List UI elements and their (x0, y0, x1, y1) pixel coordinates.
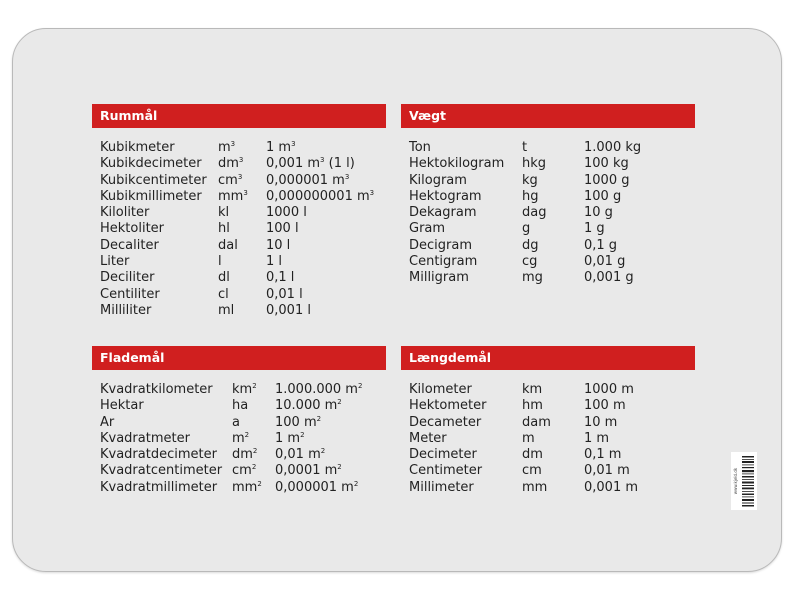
unit-value: 0,01 g (584, 254, 626, 270)
table-row (401, 431, 695, 447)
unit-symbol: kg (522, 172, 538, 188)
unit-name: Kubikmeter (100, 140, 175, 155)
unit-value: 0,000001 $m^2$ (275, 479, 359, 495)
unit-value: 10 m (584, 414, 618, 430)
unit-symbol: g (522, 221, 531, 237)
table-row (92, 205, 386, 221)
unit-value: 0,001 g (584, 270, 634, 286)
unit-value: 100 kg (584, 156, 629, 172)
unit-symbol: cl (218, 286, 229, 302)
unit-name: Milligram (409, 270, 469, 286)
unit-name: Dekagram (409, 205, 477, 221)
unit-symbol: $cm^2$ (232, 463, 257, 479)
table-row (92, 140, 386, 156)
unit-symbol: dg (522, 237, 539, 253)
unit-name: Kubikdecimeter (100, 156, 202, 172)
table-row (92, 173, 386, 189)
unit-value: 0,0001 $m^2$ (275, 463, 342, 479)
unit-symbol: hl (218, 221, 230, 237)
unit-name: Decimeter (409, 447, 477, 463)
unit-value: 0,1 m (584, 447, 622, 463)
unit-symbol: mg (522, 270, 543, 286)
unit-value: 1 l (266, 254, 283, 270)
table-row (401, 480, 695, 496)
section-vaegt (401, 104, 695, 287)
table-row (92, 254, 386, 270)
table-row (401, 221, 695, 237)
unit-value: 0,000001 $m^3$ (266, 172, 350, 188)
unit-value: 0,1 g (584, 237, 618, 253)
unit-name: Liter (100, 254, 130, 270)
unit-symbol: $km^2$ (232, 382, 257, 397)
unit-symbol: km (522, 382, 543, 397)
unit-symbol: dam (522, 414, 551, 430)
table-row (92, 303, 386, 319)
table-row (92, 480, 386, 496)
unit-symbol: dm (522, 447, 543, 463)
unit-name: Milliliter (100, 302, 152, 318)
unit-value: 0,001 m (584, 479, 639, 495)
table-row (401, 140, 695, 156)
unit-value: 100 $m^2$ (275, 414, 322, 430)
section-flademal (92, 346, 386, 496)
unit-name: Hektoliter (100, 221, 165, 237)
unit-value: 10 g (584, 205, 613, 221)
table-row (401, 447, 695, 463)
unit-name: Centimeter (409, 463, 483, 479)
unit-name: Millimeter (409, 479, 474, 495)
unit-symbol: $mm^2$ (232, 479, 262, 495)
unit-value: 0,01 l (266, 286, 303, 302)
unit-table (92, 382, 386, 496)
unit-name: Hektogram (409, 188, 482, 204)
unit-symbol: t (522, 140, 528, 155)
unit-name: Kilometer (409, 382, 472, 397)
table-row (92, 221, 386, 237)
unit-name: Kubikcentimeter (100, 172, 207, 188)
table-row (401, 382, 695, 398)
unit-symbol: hm (522, 398, 543, 414)
unit-value: 1.000 kg (584, 140, 642, 155)
unit-name: Centiliter (100, 286, 160, 302)
table-row (401, 173, 695, 189)
barcode-icon (731, 452, 757, 510)
unit-symbol: $dm^3$ (218, 156, 244, 172)
table-row (92, 431, 386, 447)
unit-value: 1.000.000 $m^2$ (275, 382, 363, 397)
table-row (401, 205, 695, 221)
unit-symbol: dl (218, 270, 230, 286)
table-row (92, 287, 386, 303)
unit-table (401, 140, 695, 287)
unit-name: Ar (100, 414, 115, 430)
section-rummal (92, 104, 386, 319)
table-row (92, 447, 386, 463)
unit-name: Kubikmillimeter (100, 188, 202, 204)
unit-name: Kilogram (409, 172, 467, 188)
unit-symbol: mm (522, 479, 548, 495)
unit-symbol: cm (522, 463, 542, 479)
unit-name: Deciliter (100, 270, 155, 286)
unit-value: 1000 g (584, 172, 630, 188)
unit-value: 0,000000001 $m^3$ (266, 188, 375, 204)
unit-symbol: $cm^3$ (218, 172, 243, 188)
unit-value: 0,01 $m^2$ (275, 447, 326, 463)
section-laengdemal (401, 346, 695, 496)
unit-value: 10.000 $m^2$ (275, 398, 342, 414)
unit-symbol: ml (218, 302, 235, 318)
barcode-text: www.kjeld.dk (733, 467, 738, 495)
table-row (92, 463, 386, 479)
unit-symbol: $m^2$ (232, 430, 250, 446)
unit-value: 0,01 m (584, 463, 630, 479)
table-row (92, 156, 386, 172)
unit-symbol: cg (522, 254, 538, 270)
unit-value: 1 g (584, 221, 605, 237)
unit-symbol: $dm^2$ (232, 447, 258, 463)
table-row (92, 382, 386, 398)
unit-value: 1 m (584, 430, 610, 446)
unit-table (92, 140, 386, 319)
unit-value: 1000 l (266, 205, 307, 221)
unit-symbol: a (232, 414, 240, 430)
unit-name: Kvadratdecimeter (100, 447, 217, 463)
section-title: Vægt (401, 104, 695, 128)
unit-value: 0,1 l (266, 270, 295, 286)
unit-name: Decaliter (100, 237, 159, 253)
table-row (401, 463, 695, 479)
unit-name: Kiloliter (100, 205, 150, 221)
unit-value: 100 g (584, 188, 622, 204)
unit-name: Kvadratmillimeter (100, 479, 218, 495)
unit-symbol: kl (218, 205, 230, 221)
unit-name: Hektar (100, 398, 144, 414)
unit-name: Meter (409, 430, 447, 446)
unit-name: Hektometer (409, 398, 487, 414)
unit-symbol: l (218, 254, 222, 270)
unit-name: Hektokilogram (409, 156, 505, 172)
table-row (401, 398, 695, 414)
table-row (92, 415, 386, 431)
unit-value: 0,001 $m^3$ (1 l) (266, 156, 355, 172)
unit-name: Centigram (409, 254, 478, 270)
unit-value: 10 l (266, 237, 291, 253)
section-title: Flademål (92, 346, 386, 370)
unit-symbol: $mm^3$ (218, 188, 248, 204)
table-row (401, 238, 695, 254)
unit-name: Decigram (409, 237, 472, 253)
table-row (92, 270, 386, 286)
table-row (401, 254, 695, 270)
table-row (401, 270, 695, 286)
unit-symbol: ha (232, 398, 249, 414)
table-row (401, 415, 695, 431)
unit-name: Gram (409, 221, 446, 237)
unit-name: Ton (409, 140, 431, 155)
unit-value: 1 $m^3$ (266, 140, 296, 155)
section-title: Rummål (92, 104, 386, 128)
unit-value: 1 $m^2$ (275, 430, 305, 446)
unit-symbol: hkg (522, 156, 547, 172)
unit-symbol: hg (522, 188, 539, 204)
table-row (401, 156, 695, 172)
table-row (92, 189, 386, 205)
unit-symbol: dal (218, 237, 238, 253)
unit-value: 100 l (266, 221, 299, 237)
unit-name: Kvadratkilometer (100, 382, 213, 397)
section-title: Længdemål (401, 346, 695, 370)
unit-table (401, 382, 695, 496)
table-row (401, 189, 695, 205)
table-row (92, 238, 386, 254)
unit-name: Decameter (409, 414, 482, 430)
unit-value: 1000 m (584, 382, 634, 397)
unit-symbol: m (522, 430, 535, 446)
unit-name: Kvadratmeter (100, 430, 190, 446)
unit-symbol: $m^3$ (218, 140, 236, 155)
unit-name: Kvadratcentimeter (100, 463, 223, 479)
unit-value: 0,001 l (266, 302, 311, 318)
unit-symbol: dag (522, 205, 547, 221)
unit-value: 100 m (584, 398, 626, 414)
table-row (92, 398, 386, 414)
